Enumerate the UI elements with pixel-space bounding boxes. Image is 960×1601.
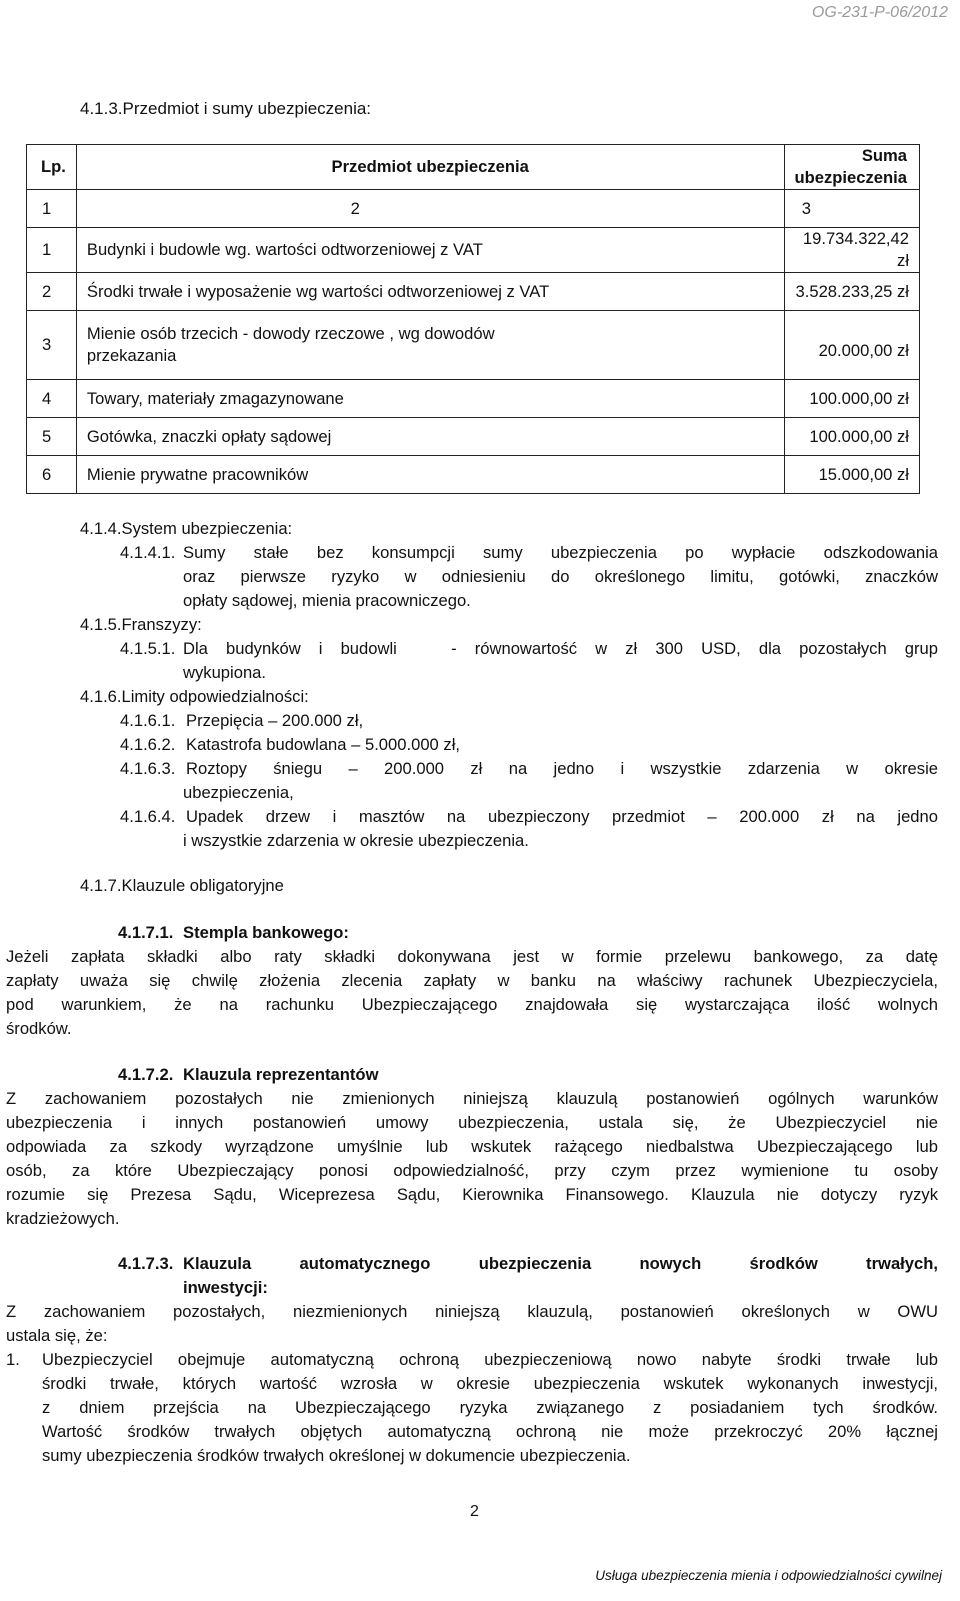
row-lp: 3 <box>27 311 77 380</box>
limit-item-text: Roztopy śniegu – 200.000 zł na jedno i wszystkie zdarzenia w okresie <box>186 759 938 778</box>
row-subject: Budynki i budowle wg. wartości odtworzeniowej z VAT <box>76 228 784 273</box>
clause-3-list-line: Wartość środków trwałych objętych automatyczną ochroną nie może przekroczyć 20% łącznej <box>42 1422 938 1441</box>
section-415-item-number: 4.1.5.1. <box>120 639 176 658</box>
limit-item-text: i wszystkie zdarzenia w okresie ubezpieczenia. <box>183 831 529 850</box>
row-sum: 15.000,00 zł <box>784 456 920 494</box>
clause-3-list-line: Ubezpieczyciel obejmuje automatyczną ochroną ubezpieczeniową nowo nabyte środki trwałe lub <box>42 1350 938 1369</box>
clause-1-title: Stempla bankowego: <box>183 923 349 942</box>
page-number: 2 <box>470 1503 479 1520</box>
row-lp: 6 <box>27 456 77 494</box>
clause-2-line: osób, za które Ubezpieczający ponosi odpowiedzialność, przy czym przez wymienione tu osoby <box>6 1161 938 1180</box>
clause-2-number: 4.1.7.2. <box>118 1065 174 1084</box>
clause-3-list-number: 1. <box>6 1350 20 1369</box>
row-sum: 20.000,00 zł <box>784 311 920 380</box>
section-415-item-line: Dla budynków i budowli - równowartość w zł 300 USD, dla pozostałych grup <box>183 639 938 658</box>
document-code: OG-231-P-06/2012 <box>811 4 948 21</box>
limit-item-number: 4.1.6.2. <box>120 735 176 754</box>
row-subject: Mienie prywatne pracowników <box>76 456 784 494</box>
section-417-title: 4.1.7.Klauzule obligatoryjne <box>80 876 284 895</box>
section-415-title: 4.1.5.Franszyzy: <box>80 615 202 634</box>
clause-2-line: Z zachowaniem pozostałych nie zmienionych niniejszą klauzulą postanowień ogólnych warunków <box>6 1089 938 1108</box>
table-row <box>27 456 920 494</box>
section-414-item-line: opłaty sądowej, mienia pracowniczego. <box>183 591 471 610</box>
limit-item-number: 4.1.6.3. <box>120 759 176 778</box>
row-subject <box>76 311 784 380</box>
limit-item-number: 4.1.6.4. <box>120 807 176 826</box>
row-lp: 5 <box>27 418 77 456</box>
clause-2-line: odpowiada za szkody wyrządzone umyślnie lub wskutek rażącego niedbalstwa Ubezpieczającego lub <box>6 1137 938 1156</box>
colnum-3: 3 <box>784 190 920 228</box>
footer-text: Usługa ubezpieczenia mienia i odpowiedzialności cywilnej <box>595 1568 942 1583</box>
row-lp: 4 <box>27 380 77 418</box>
limit-item-text: Upadek drzew i masztów na ubezpieczony przedmiot – 200.000 zł na jedno <box>186 807 938 826</box>
clause-3-list-line: środki trwałe, których wartość wzrosła w okresie ubezpieczenia wskutek wykonanych inwestycji, <box>42 1374 938 1393</box>
section-414-item-number: 4.1.4.1. <box>120 543 176 562</box>
row-subject: Towary, materiały zmagazynowane <box>76 380 784 418</box>
clause-1-line: zapłaty uważa się chwilę złożenia zlecenia zapłaty w banku na właściwy rachunek Ubezpieczyciela, <box>6 971 938 990</box>
clause-1-line: Jeżeli zapłata składki albo raty składki dokonywana jest w formie przelewu bankowego, za datę <box>6 947 938 966</box>
header-lp: Lp. <box>27 145 77 190</box>
limit-item-number: 4.1.6.1. <box>120 711 176 730</box>
clause-3-list-line: z dniem przejścia na Ubezpieczającego ryzyka związanego z posiadaniem tych środków. <box>42 1398 938 1417</box>
clause-3-list-line: sumy ubezpieczenia środków trwałych określonej w dokumencie ubezpieczenia. <box>42 1446 631 1465</box>
row-lp: 2 <box>27 273 77 311</box>
row-subject-line: przekazania <box>86 346 177 365</box>
colnum-1: 1 <box>27 190 77 228</box>
clause-3-number: 4.1.7.3. <box>118 1254 174 1273</box>
header-sum: Suma ubezpieczenia <box>784 145 920 190</box>
limit-item-text: Katastrofa budowlana – 5.000.000 zł, <box>186 735 460 754</box>
section-416-title: 4.1.6.Limity odpowiedzialności: <box>80 687 309 706</box>
clause-2-line: kradzieżowych. <box>6 1209 120 1228</box>
table-row <box>27 228 920 273</box>
clause-2-title: Klauzula reprezentantów <box>183 1065 379 1084</box>
row-sum: 100.000,00 zł <box>784 418 920 456</box>
clause-3-title-line: Klauzula automatycznego ubezpieczenia nowych środków trwałych, <box>183 1254 938 1273</box>
clause-1-line: pod warunkiem, że na rachunku Ubezpieczającego znajdowała się wystarczająca ilość wolnych <box>6 995 938 1014</box>
row-subject-line: Mienie osób trzecich - dowody rzeczowe , wg dowodów <box>86 324 495 343</box>
section-414-item-line: oraz pierwsze ryzyko w odniesieniu do określonego limitu, gotówki, znaczków <box>183 567 938 586</box>
limit-item-text: ubezpieczenia, <box>183 783 294 802</box>
table-row <box>27 273 920 311</box>
header-subject: Przedmiot ubezpieczenia <box>76 145 784 190</box>
colnum-2: 2 <box>76 190 784 228</box>
table-header-row <box>27 145 920 190</box>
table-row <box>27 311 920 380</box>
clause-3-intro-line: ustala się, że: <box>6 1326 108 1345</box>
clause-2-line: ubezpieczenia i innych postanowień umowy ubezpieczenia, ustala się, że Ubezpieczyciel nie <box>6 1113 938 1132</box>
row-subject: Gotówka, znaczki opłaty sądowej <box>76 418 784 456</box>
row-lp: 1 <box>27 228 77 273</box>
clause-1-line: środków. <box>6 1019 72 1038</box>
section-414-title: 4.1.4.System ubezpieczenia: <box>80 519 293 538</box>
clause-1-number: 4.1.7.1. <box>118 923 174 942</box>
section-414-item-line: Sumy stałe bez konsumpcji sumy ubezpieczenia po wypłacie odszkodowania <box>183 543 938 562</box>
section-415-item-line: wykupiona. <box>183 663 267 682</box>
row-sum: 3.528.233,25 zł <box>784 273 920 311</box>
row-sum: 100.000,00 zł <box>784 380 920 418</box>
limit-item-text: Przepięcia – 200.000 zł, <box>186 711 364 730</box>
clause-3-intro-line: Z zachowaniem pozostałych, niezmienionych niniejszą klauzulą, postanowień określonych w OWU <box>6 1302 938 1321</box>
insurance-sums-table <box>26 144 920 494</box>
clause-2-line: rozumie się Prezesa Sądu, Wiceprezesa Sądu, Kierownika Finansowego. Klauzula nie dotyczy ryzyk <box>6 1185 938 1204</box>
row-sum: 19.734.322,42 zł <box>784 228 920 273</box>
table-row <box>27 418 920 456</box>
row-subject: Środki trwałe i wyposażenie wg wartości odtworzeniowej z VAT <box>76 273 784 311</box>
table-row <box>27 380 920 418</box>
section-413-title: 4.1.3.Przedmiot i sumy ubezpieczenia: <box>80 99 372 118</box>
clause-3-title-line: inwestycji: <box>183 1278 268 1297</box>
table-column-numbers-row <box>27 190 920 228</box>
